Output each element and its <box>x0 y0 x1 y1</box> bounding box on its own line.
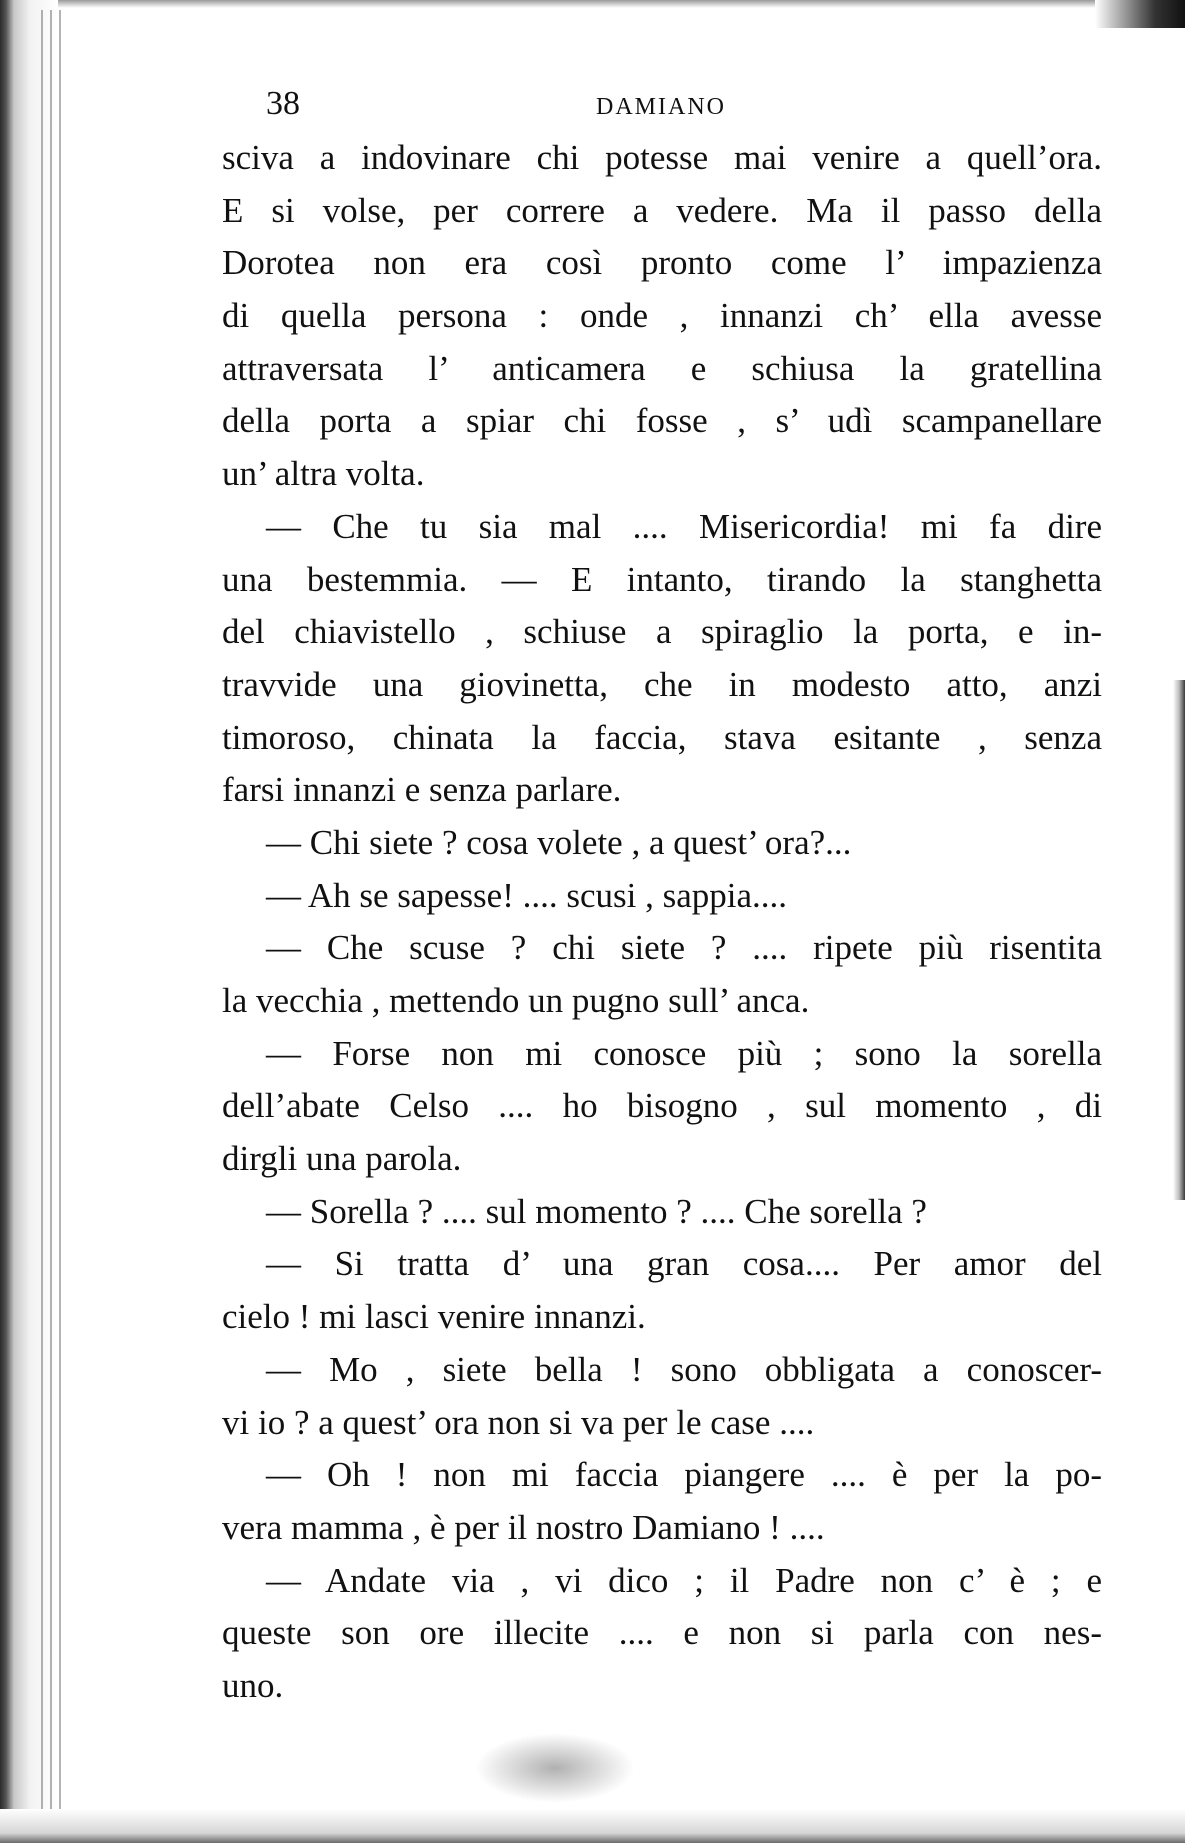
right-edge-shadow <box>1173 680 1185 1200</box>
text-line: di quella persona : onde , innanzi ch’ ella avesse <box>222 296 1102 336</box>
text-line: — Che tu sia mal .... Misericordia! mi fa dire <box>266 506 1102 546</box>
text-line: una bestemmia. — E intanto, tirando la stanghetta <box>222 559 1102 599</box>
text-line: la vecchia , mettendo un pugno sull’ anca. <box>222 981 810 1020</box>
text-line: E si volse, per correre a vedere. Ma il passo della <box>222 190 1102 230</box>
text-line: sciva a indovinare chi potesse mai venire a quell’ora. <box>222 138 1102 177</box>
text-line: vera mamma , è per il nostro Damiano ! .... <box>222 1507 825 1547</box>
text-line: — Andate via , vi dico ; il Padre non c’ è ; e <box>266 1560 1102 1600</box>
text-line: queste son ore illecite .... e non si parla con nes- <box>222 1613 1102 1653</box>
gutter-binding-lines <box>34 10 64 1830</box>
text-line: farsi innanzi e senza parlare. <box>222 770 622 810</box>
body-text <box>222 132 1102 1713</box>
text-line: — Oh ! non mi faccia piangere .... è per la po- <box>266 1455 1102 1495</box>
text-line: Dorotea non era così pronto come l’ impazienza <box>222 243 1102 283</box>
page-number: 38 <box>266 85 300 122</box>
text-line: — Mo , siete bella ! sono obbligata a conoscer- <box>266 1349 1102 1389</box>
page-header <box>266 84 766 134</box>
text-line: — Forse non mi conosce più ; sono la sorella <box>266 1033 1102 1073</box>
text-line: attraversata l’ anticamera e schiusa la gratellina <box>222 348 1102 388</box>
text-line: — Chi siete ? cosa volete , a quest’ ora?... <box>266 822 852 862</box>
page-top-edge <box>0 0 1185 8</box>
running-head: DAMIANO <box>596 94 726 120</box>
text-line: della porta a spiar chi fosse , s’ udì scampanellare <box>222 401 1102 441</box>
text-line: un’ altra volta. <box>222 454 425 494</box>
text-line: — Ah se sapesse! .... scusi , sappia.... <box>266 875 788 915</box>
text-line: — Sorella ? .... sul momento ? .... Che sorella ? <box>266 1191 927 1231</box>
text-line: cielo ! mi lasci venire innanzi. <box>222 1297 646 1337</box>
text-line: vi io ? a quest’ ora non si va per le case .... <box>222 1402 815 1442</box>
text-line: dirgli una parola. <box>222 1139 462 1179</box>
page-bottom-edge <box>0 1809 1185 1843</box>
page-corner-shadow <box>1095 0 1185 28</box>
text-line: uno. <box>222 1665 284 1705</box>
text-line: del chiavistello , schiuse a spiraglio la porta, e in- <box>222 612 1102 652</box>
text-line: dell’abate Celso .... ho bisogno , sul momento , di <box>222 1086 1102 1126</box>
ink-smudge <box>475 1733 635 1803</box>
text-line: — Si tratta d’ una gran cosa.... Per amor del <box>266 1244 1102 1284</box>
text-line: — Che scuse ? chi siete ? .... ripete più risentita <box>266 928 1102 968</box>
text-line: travvide una giovinetta, che in modesto atto, anzi <box>222 664 1102 704</box>
text-line: timoroso, chinata la faccia, stava esitante , senza <box>222 717 1102 757</box>
